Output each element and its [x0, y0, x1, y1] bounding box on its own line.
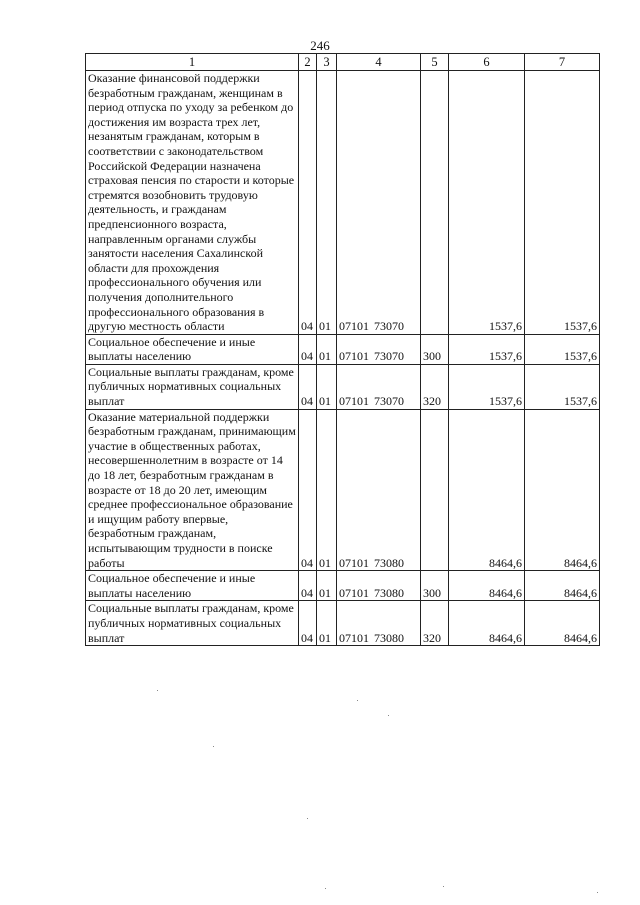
expense-type-code: 320 — [421, 364, 449, 409]
target-article-direction: 73080 — [374, 585, 404, 600]
scan-speck — [307, 818, 308, 819]
target-article-program: 07101 — [339, 585, 369, 600]
expense-type-code — [421, 409, 449, 571]
header-col-5: 5 — [421, 54, 449, 71]
row-name: Социальные выплаты гражданам, кроме публичных нормативных социальных выплат — [86, 364, 299, 409]
target-article-direction: 73080 — [374, 630, 404, 645]
scan-speck — [357, 700, 358, 701]
amount-col-6: 8464,6 — [449, 571, 525, 601]
row-name: Оказание материальной поддержки безработным гражданам, принимающим участие в общественных работах, несовершеннолетним в возрасте от 14 до 18 лет, безработным гражданам в возрасте от 18 до 20 лет, имеющим среднее профессиональное образование и ищущим работу впервые, безработным гражданам, испытывающим трудности в поиске работы — [86, 409, 299, 571]
target-article-program: 07101 — [339, 319, 369, 334]
subsection-code: 01 — [317, 71, 337, 335]
row-name: Социальное обеспечение и иные выплаты населению — [86, 334, 299, 364]
scan-speck — [443, 886, 444, 887]
header-col-4: 4 — [337, 54, 421, 71]
amount-col-6: 8464,6 — [449, 409, 525, 571]
section-code: 04 — [299, 334, 317, 364]
target-article-code — [337, 571, 421, 601]
table-row — [86, 334, 600, 364]
expense-type-code: 300 — [421, 334, 449, 364]
table-row — [86, 71, 600, 335]
scan-speck — [325, 888, 326, 889]
section-code: 04 — [299, 601, 317, 646]
target-article-code — [337, 71, 421, 335]
subsection-code: 01 — [317, 334, 337, 364]
target-article-direction: 73080 — [374, 555, 404, 570]
header-col-3: 3 — [317, 54, 337, 71]
amount-col-6: 8464,6 — [449, 601, 525, 646]
budget-table — [85, 53, 600, 646]
amount-col-7: 1537,6 — [525, 364, 600, 409]
subsection-code: 01 — [317, 364, 337, 409]
target-article-program: 07101 — [339, 630, 369, 645]
row-name: Социальные выплаты гражданам, кроме публичных нормативных социальных выплат — [86, 601, 299, 646]
target-article-program: 07101 — [339, 394, 369, 409]
target-article-program: 07101 — [339, 349, 369, 364]
amount-col-7: 1537,6 — [525, 334, 600, 364]
scan-speck — [597, 892, 598, 893]
amount-col-6: 1537,6 — [449, 334, 525, 364]
scan-speck — [157, 690, 158, 691]
scan-speck — [213, 746, 214, 747]
header-col-6: 6 — [449, 54, 525, 71]
amount-col-6: 1537,6 — [449, 71, 525, 335]
expense-type-code — [421, 71, 449, 335]
expense-type-code: 300 — [421, 571, 449, 601]
section-code: 04 — [299, 571, 317, 601]
header-row — [86, 54, 600, 71]
target-article-direction: 73070 — [374, 319, 404, 334]
target-article-direction: 73070 — [374, 394, 404, 409]
target-article-program: 07101 — [339, 555, 369, 570]
amount-col-7: 8464,6 — [525, 601, 600, 646]
header-col-2: 2 — [299, 54, 317, 71]
subsection-code: 01 — [317, 571, 337, 601]
target-article-code — [337, 601, 421, 646]
header-col-1: 1 — [86, 54, 299, 71]
table-row — [86, 601, 600, 646]
header-col-7: 7 — [525, 54, 600, 71]
target-article-direction: 73070 — [374, 349, 404, 364]
section-code: 04 — [299, 364, 317, 409]
amount-col-7: 8464,6 — [525, 409, 600, 571]
row-name: Социальное обеспечение и иные выплаты населению — [86, 571, 299, 601]
section-code: 04 — [299, 71, 317, 335]
amount-col-7: 1537,6 — [525, 71, 600, 335]
scan-speck — [388, 715, 389, 716]
section-code: 04 — [299, 409, 317, 571]
page-number: 246 — [310, 38, 330, 53]
expense-type-code: 320 — [421, 601, 449, 646]
amount-col-7: 8464,6 — [525, 571, 600, 601]
subsection-code: 01 — [317, 601, 337, 646]
subsection-code: 01 — [317, 409, 337, 571]
amount-col-6: 1537,6 — [449, 364, 525, 409]
table-row — [86, 571, 600, 601]
target-article-code — [337, 409, 421, 571]
table-row — [86, 409, 600, 571]
target-article-code — [337, 334, 421, 364]
row-name: Оказание финансовой поддержки безработным гражданам, женщинам в период отпуска по уходу за ребенком до достижения им возраста трех лет, незанятым гражданам, которым в соответствии с законодательством Российской Федерации назначена страховая пенсия по старости и которые стремятся возобновить трудовую деятельность, и гражданам предпенсионного возраста, направленным органами службы занятости населения Сахалинской области для прохождения профессионального обучения или получения дополнительного профессионального образования в другую местность области — [86, 71, 299, 335]
target-article-code — [337, 364, 421, 409]
table-row — [86, 364, 600, 409]
